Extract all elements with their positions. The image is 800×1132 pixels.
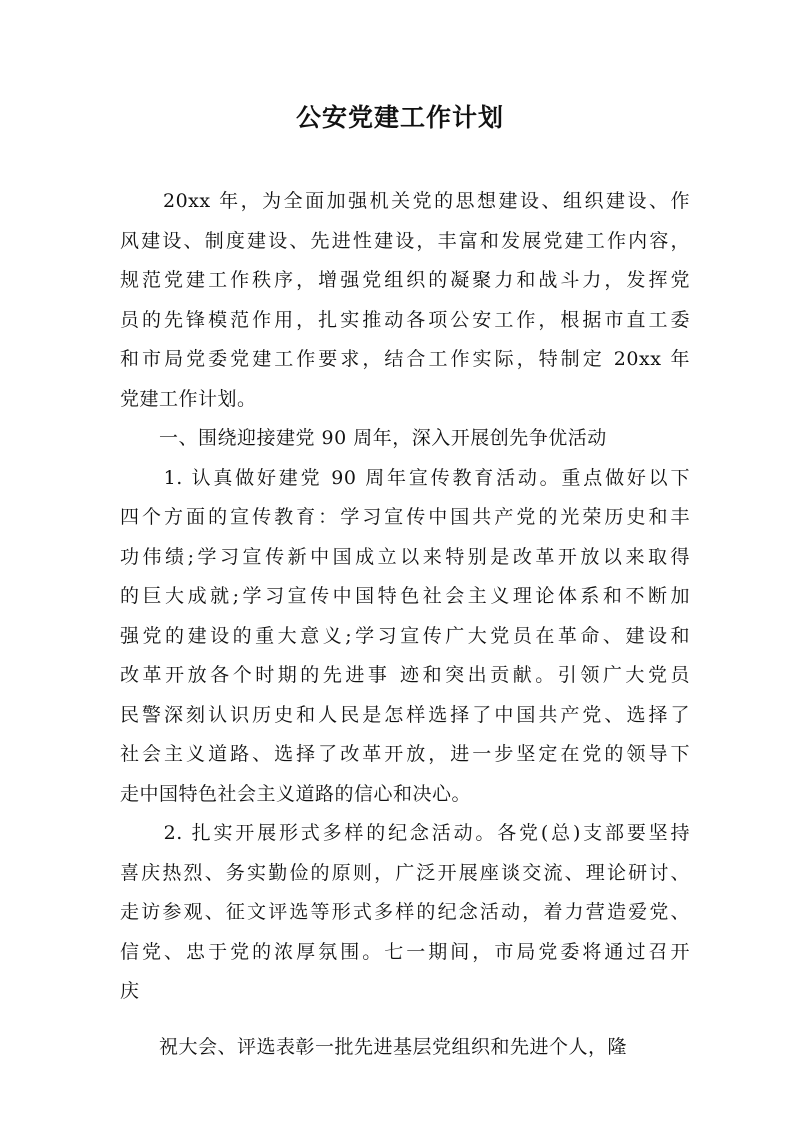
text-line: 信党、忠于党的浓厚氛围。七一期间，市局党委将通过召开 bbox=[120, 940, 690, 963]
text-line: 祝大会、评选表彰一批先进基层党组织和先进个人，隆 bbox=[120, 1035, 628, 1058]
text-line: 员的先锋模范作用，扎实推动各项公安工作，根据市直工委 bbox=[120, 308, 690, 331]
text-line: 20xx 年，为全面加强机关党的思想建设、组织建设、作 bbox=[120, 190, 690, 212]
text-line: 2. 扎实开展形式多样的纪念活动。各党(总)支部要坚持 bbox=[120, 822, 690, 844]
section-heading-1 bbox=[120, 419, 690, 459]
paragraph-item-2 bbox=[120, 814, 690, 1012]
text-line: 喜庆热烈、务实勤俭的原则，广泛开展座谈交流、理论研讨、 bbox=[120, 861, 690, 884]
paragraph-item-1 bbox=[120, 459, 690, 815]
text-line: 和市局党委党建工作要求，结合工作实际，特制定 20xx 年 bbox=[120, 348, 690, 370]
text-line: 走中国特色社会主义道路的信心和决心。 bbox=[120, 782, 472, 805]
text-line: 功伟绩;学习宣传新中国成立以来特别是改革开放以来取得 bbox=[120, 545, 690, 568]
text-line: 的巨大成就;学习宣传中国特色社会主义理论体系和不断加 bbox=[120, 585, 690, 607]
text-line: 走访参观、征文评选等形式多样的纪念活动，着力营造爱党、 bbox=[120, 901, 690, 923]
document-title: 公安党建工作计划 bbox=[295, 103, 504, 132]
text-line: 1. 认真做好建党 90 周年宣传教育活动。重点做好以下 bbox=[120, 466, 690, 489]
paragraph-continued bbox=[120, 1028, 690, 1068]
text-line: 风建设、制度建设、先进性建设，丰富和发展党建工作内容， bbox=[120, 229, 690, 252]
document-body bbox=[120, 182, 690, 1067]
text-line: 党建工作计划。 bbox=[120, 387, 257, 410]
paragraph-intro bbox=[120, 182, 690, 419]
text-line: 一、围绕迎接建党 90 周年，深入开展创先争优活动 bbox=[120, 427, 607, 449]
text-line: 强党的建设的重大意义;学习宣传广大党员在革命、建设和 bbox=[120, 624, 690, 647]
text-line: 庆 bbox=[120, 980, 140, 1002]
paragraph-gap bbox=[120, 1012, 690, 1028]
text-line: 规范党建工作秩序，增强党组织的凝聚力和战斗力，发挥党 bbox=[120, 269, 690, 291]
text-line: 四个方面的宣传教育：学习宣传中国共产党的光荣历史和丰 bbox=[120, 506, 690, 528]
text-line: 改革开放各个时期的先进事 迹和突出贡献。引领广大党员 bbox=[120, 664, 690, 686]
text-line: 民警深刻认识历史和人民是怎样选择了中国共产党、选择了 bbox=[120, 703, 690, 726]
text-line: 社会主义道路、选择了改革开放，进一步坚定在党的领导下 bbox=[120, 743, 690, 765]
